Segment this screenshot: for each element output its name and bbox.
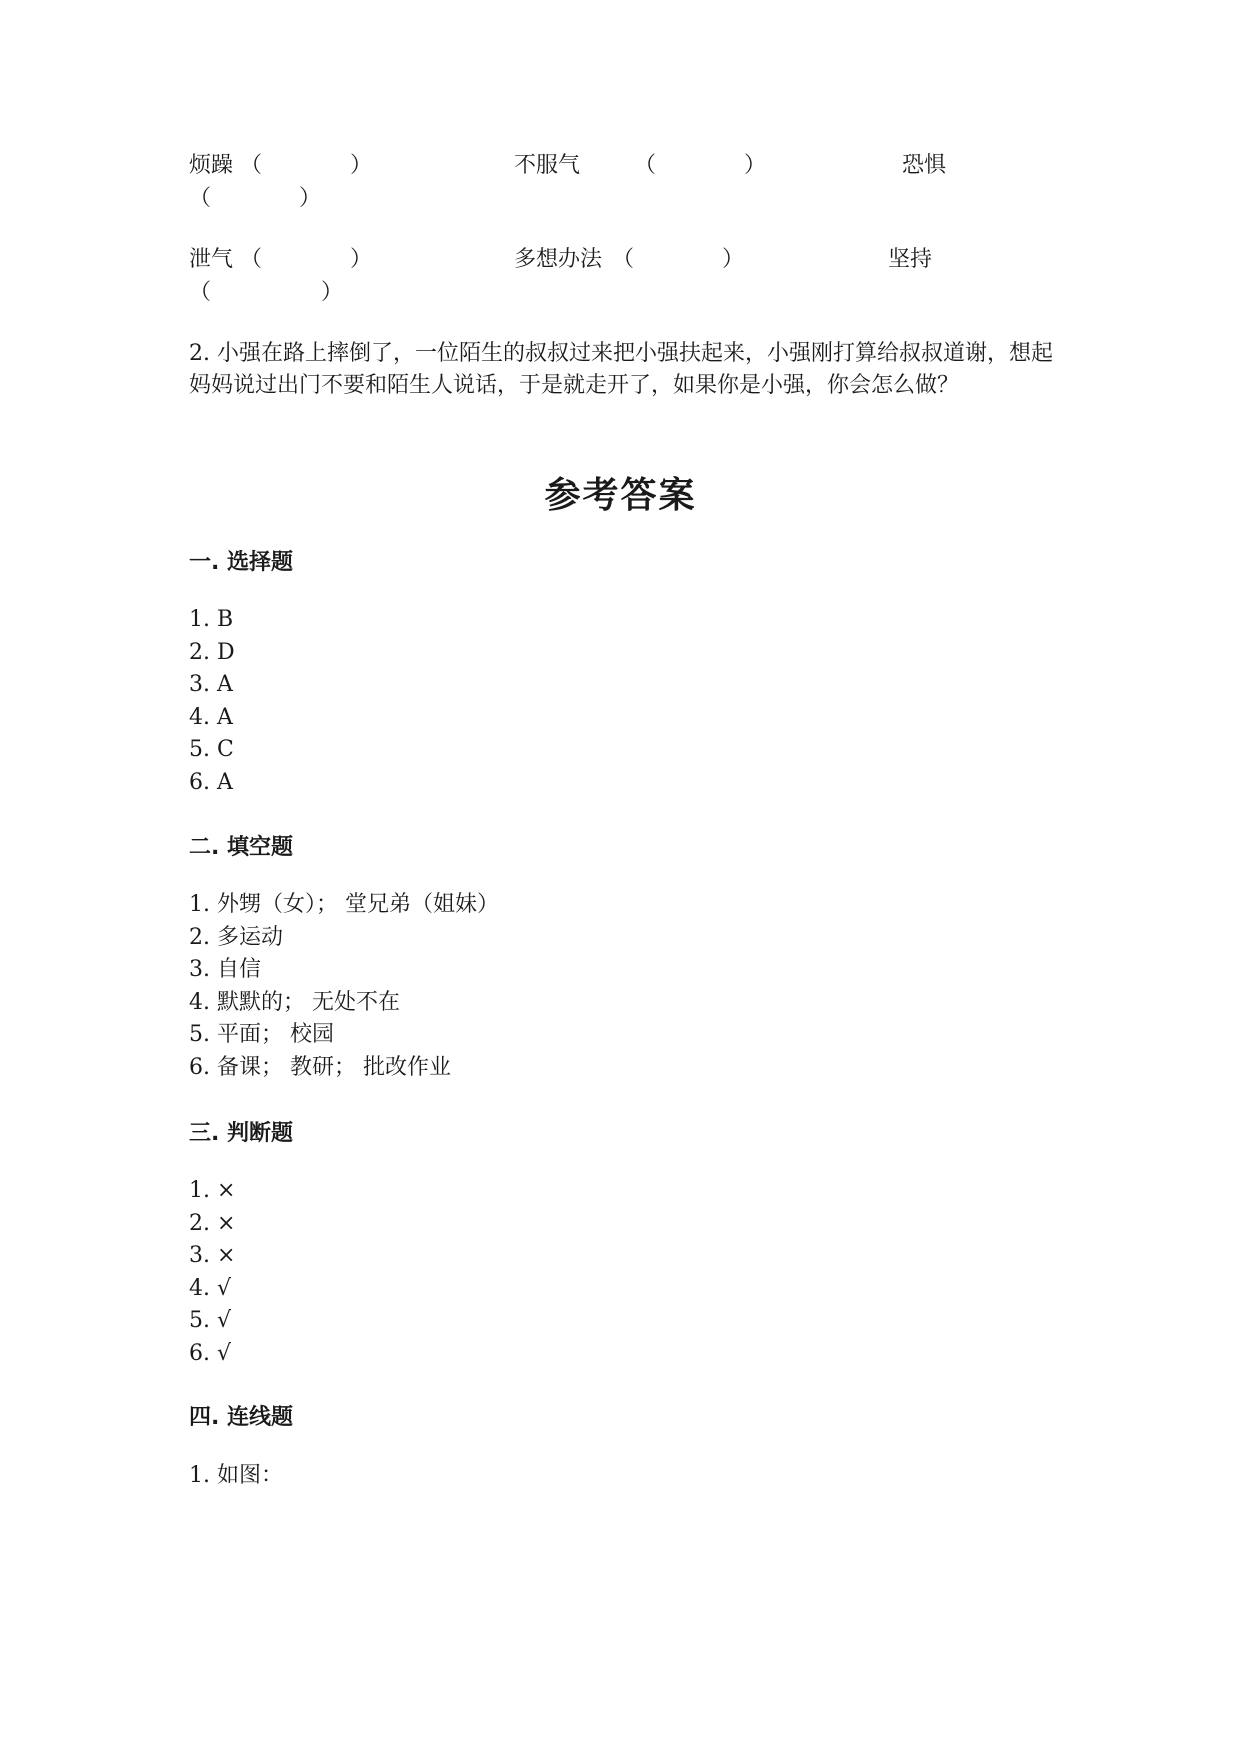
answer-list-judge xyxy=(189,1175,235,1370)
match-blank-1: （ ） xyxy=(240,153,373,178)
answer-item: 3. A xyxy=(189,672,233,697)
match-word-1: 烦躁 xyxy=(189,153,234,178)
match-word-2: 不服气 xyxy=(514,153,581,178)
match-blank-2: （ ） xyxy=(634,153,767,178)
answer-item: 5. 平面； 校园 xyxy=(189,1022,334,1047)
answer-item: 1. B xyxy=(189,607,234,632)
section-heading-fill: 二. 填空题 xyxy=(189,835,294,860)
match-word-6: 坚持 xyxy=(888,247,933,272)
section-heading-judge: 三. 判断题 xyxy=(189,1121,294,1146)
section-heading-choice: 一. 选择题 xyxy=(189,550,294,575)
answer-item: 2. 多运动 xyxy=(189,924,283,950)
match-word-3: 恐惧 xyxy=(902,153,947,178)
answer-list-match xyxy=(189,1460,283,1493)
answer-item: 5. C xyxy=(189,737,234,762)
answer-item: 2. D xyxy=(189,639,235,665)
answer-item: 6. A xyxy=(189,769,233,795)
match-word-4: 泄气 xyxy=(189,247,234,272)
answer-item: 5. √ xyxy=(189,1308,232,1333)
match-word-5: 多想办法 xyxy=(514,247,603,272)
answer-item: 3. 自信 xyxy=(189,957,261,982)
section-heading-match: 四. 连线题 xyxy=(189,1405,294,1430)
answer-list-choice xyxy=(189,604,235,799)
answer-item: 4. A xyxy=(189,704,233,730)
answer-item: 3. × xyxy=(189,1243,236,1268)
match-blank-3: （ ） xyxy=(189,186,322,211)
answer-item: 1. 外甥（女）； 堂兄弟（姐妹） xyxy=(189,892,499,917)
answer-item: 6. 备课； 教研； 批改作业 xyxy=(189,1054,451,1080)
question-2: 2. 小强在路上摔倒了，一位陌生的叔叔过来把小强扶起来，小强刚打算给叔叔道谢，想起妈妈说过出门不要和陌生人说话，于是就走开了，如果你是小强，你会怎么做？ xyxy=(189,341,1053,398)
answer-item: 1. × xyxy=(189,1178,236,1203)
answer-item: 4. 默默的； 无处不在 xyxy=(189,989,400,1015)
answer-item: 4. √ xyxy=(189,1275,232,1301)
answer-item: 6. √ xyxy=(189,1340,232,1366)
answer-item: 2. × xyxy=(189,1210,236,1236)
answer-item: 1. 如图： xyxy=(189,1463,283,1488)
match-blank-4: （ ） xyxy=(240,247,373,272)
answer-title: 参考答案 xyxy=(544,474,697,516)
match-blank-6: （ ） xyxy=(189,280,344,305)
match-blank-5: （ ） xyxy=(612,247,745,272)
answer-list-fill xyxy=(189,889,499,1084)
